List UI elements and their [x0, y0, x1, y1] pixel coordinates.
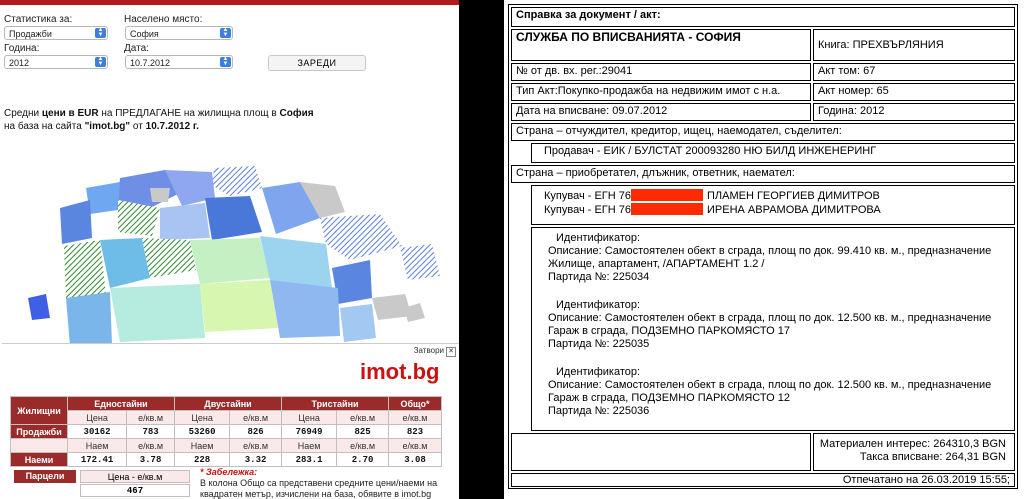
close-icon: ✕ [446, 347, 456, 357]
stat-select[interactable] [4, 26, 108, 40]
year-select-value: 2012 [9, 58, 30, 68]
map-district[interactable] [100, 238, 150, 288]
buyer-row: Купувач - ЕГН 76 ИРЕНА АВРАМОВА ДИМИТРОВА [544, 204, 881, 216]
close-panel-button[interactable]: Затвори ✕ [414, 346, 456, 357]
buyer-row: Купувач - ЕГН 76 ПЛАМЕН ГЕОРГИЕВ ДИМИТРОВ [544, 190, 880, 202]
select-arrows-icon: ▲ ▼ [220, 28, 231, 38]
row-label-rent: Наеми [11, 453, 68, 467]
registry-document-page [504, 0, 1024, 499]
document-frame [508, 4, 1018, 489]
act-number: Акт номер: 65 [813, 83, 1015, 101]
load-button[interactable]: ЗАРЕДИ [268, 55, 366, 71]
map-district[interactable] [200, 280, 278, 332]
act-volume: Акт том: 67 [813, 63, 1015, 81]
place-select-value: София [130, 29, 159, 39]
top-accent-bar [0, 0, 459, 5]
parcels-value: 467 [80, 484, 190, 497]
redaction-box [631, 203, 703, 215]
stat-select-value: Продажби [9, 29, 52, 39]
objects-block [531, 227, 1015, 431]
map-district[interactable] [110, 284, 205, 342]
reg-number: № от дв. вх. рег.:29041 [511, 63, 811, 81]
place-select[interactable] [125, 26, 233, 40]
map-district[interactable] [205, 196, 262, 240]
office-title: СЛУЖБА ПО ВПИСВАНИЯТА - СОФИЯ [511, 29, 811, 61]
act-type: Тип Акт:Покупко-продажба на недвижим имот с н.а. [511, 83, 811, 101]
note-title: * Забележка: [200, 467, 258, 477]
map-district[interactable] [340, 304, 376, 342]
fees-block [813, 433, 1015, 471]
entry-date: Дата на вписване: 09.07.2012 [511, 103, 811, 121]
map-district[interactable] [142, 238, 196, 278]
doc-header: Справка за документ / акт: [511, 7, 1015, 27]
date-label: Дата: [124, 43, 149, 54]
map-district[interactable] [210, 166, 262, 196]
sofia-district-map[interactable] [0, 148, 459, 348]
date-select[interactable] [125, 55, 233, 69]
map-district[interactable] [86, 182, 120, 214]
property-object: Идентификатор: Описание: Самостоятелен обект в сграда, площ по док. 12.500 кв. м., предназначение Гараж в сграда, ПОДЗЕМНО ПАРКОМЯСТО 17 Партида №: 225035 [548, 299, 992, 350]
col-header-one-room: Едностайни [68, 397, 175, 411]
material-interest: Материален интерес: 264310,3 BGN [819, 438, 1006, 450]
place-label: Населено място: [124, 14, 203, 25]
col-header-two-room: Двустайни [175, 397, 282, 411]
year-cell: Година: 2012 [813, 103, 1015, 121]
registration-fee: Такса вписване: 264,31 BGN [859, 451, 1006, 463]
summary-blank [511, 433, 811, 471]
side-two-heading: Страна – приобретател, длъжник, ответник, наемател: [511, 165, 1015, 183]
parcels-label: Парцели [14, 470, 76, 483]
col-header-total: Общо* [389, 397, 442, 411]
imot-bg-logo: imot.bg [360, 359, 440, 384]
map-district[interactable] [64, 240, 106, 298]
seller-row: Продавач - ЕИК / БУЛСТАТ 200093280 НЮ БИЛД ИНЖЕНЕРИНГ [531, 143, 1015, 163]
property-object: Идентификатор: Описание: Самостоятелен обект в сграда, площ по док. 12.500 кв. м., предназначение Гараж в сграда, ПОДЗЕМНО ПАРКОМЯСТО 12 Партида №: 225036 [548, 366, 992, 417]
price-statistics-page [0, 0, 459, 499]
table-row: Продажби 30162 783 53260 826 76949 825 823 [11, 425, 442, 439]
row-label-sales: Продажби [11, 425, 68, 439]
price-info-panel [2, 343, 459, 499]
map-district[interactable] [28, 294, 50, 320]
stat-label: Статистика за: [4, 14, 73, 25]
map-district[interactable] [320, 214, 402, 260]
map-district[interactable] [372, 294, 412, 320]
redaction-box [631, 189, 703, 201]
buyers-block [531, 185, 1015, 225]
note [200, 467, 458, 499]
side-one-heading: Страна – отчуждител, кредитор, ищец, наемодател, съделител: [511, 123, 1015, 141]
date-select-value: 10.7.2012 [130, 58, 171, 68]
select-arrows-icon: ▲ ▼ [95, 28, 106, 38]
property-object: Идентификатор: Описание: Самостоятелен обект в сграда, площ по док. 99.410 кв. м., предназначение Жилище, апартамент, /АПАРТАМЕНТ 1.2 / Партида №: 225034 [548, 232, 992, 283]
table-row: Наеми 172.41 3.78 228 3.32 283.1 2.70 3.08 [11, 453, 442, 467]
year-label: Година: [4, 43, 40, 54]
price-table: Жилищни Едностайни Двустайни Тристайни Общо* Цена е/кв.м Цена е/кв.м Цена е/кв.м е/кв.м Продажби 30162 783 53260 826 76949 825 823 Наем е/кв.м Наем е/кв.м Наем е/кв.м е/кв.м Наеми 172.41 3.78 228 3.32 283.1 2.70 3.08 [10, 396, 442, 467]
map-district[interactable] [150, 188, 170, 202]
intro-text: Средни цени в EUR на ПРЕДЛАГАНЕ на жилищна площ в София на база на сайта "imot.bg" от 10.7.2012 г. [4, 108, 314, 132]
printed-timestamp: Отпечатано на 26.03.2019 15:55; [511, 473, 1015, 487]
map-district[interactable] [270, 280, 340, 338]
map-district[interactable] [190, 238, 270, 284]
year-select[interactable] [4, 55, 108, 69]
map-district[interactable] [60, 200, 92, 244]
select-arrows-icon: ▲ ▼ [220, 57, 231, 67]
map-district[interactable] [160, 203, 210, 240]
note-text: В колона Общо са представени средните цени/наеми на квадратен метър, изчислени на база, обявите в imot.bg [200, 478, 438, 499]
map-district[interactable] [400, 244, 440, 280]
col-header-residential: Жилищни [11, 397, 68, 425]
parcels-sub: Цена - е/кв.м [80, 470, 190, 483]
book-cell: Книга: ПРЕХВЪРЛЯНИЯ [813, 29, 1015, 61]
select-arrows-icon: ▲ ▼ [95, 57, 106, 67]
col-header-three-room: Тристайни [282, 397, 389, 411]
map-district[interactable] [66, 292, 112, 346]
